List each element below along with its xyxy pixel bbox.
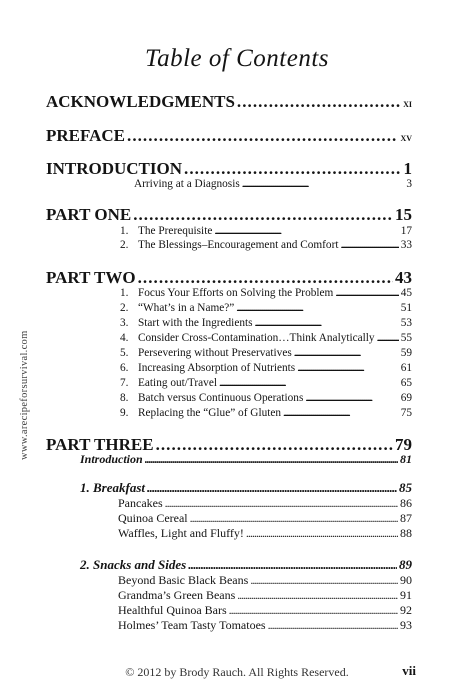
entry-number: 9. — [120, 407, 129, 419]
entry-number: 5. — [120, 347, 129, 359]
toc-part-three-introduction[interactable] — [80, 452, 412, 467]
toc-entry-page: 81 — [400, 452, 412, 466]
toc-entry-title: “What’s in a Name?” — [138, 302, 235, 314]
toc-preface[interactable] — [46, 126, 412, 146]
toc-subentry[interactable] — [120, 392, 412, 404]
toc-entry-page: 59 — [400, 347, 412, 359]
toc-entry-page: 89 — [399, 557, 412, 572]
toc-entry-page: 33 — [400, 239, 412, 251]
toc-entry-title: 2. Snacks and Sides — [80, 557, 187, 572]
toc-entry-page: 75 — [400, 407, 412, 419]
toc-entry-title: PREFACE — [46, 126, 126, 145]
toc-subentry[interactable] — [120, 347, 412, 359]
toc-entry-page: 65 — [400, 377, 412, 389]
toc-entry-page: 61 — [400, 362, 412, 374]
dot-leader — [297, 362, 399, 374]
copyright-footer: © 2012 by Brody Rauch. All Rights Reserved. — [125, 665, 349, 679]
entry-number: 1. — [120, 287, 129, 299]
entry-number: 3. — [120, 317, 129, 329]
dot-leader — [127, 126, 398, 146]
dot-leader — [184, 159, 401, 179]
toc-entry-page: 53 — [400, 317, 412, 329]
toc-section-breakfast[interactable] — [80, 480, 412, 496]
entry-number: 2. — [120, 239, 129, 251]
toc-subentry[interactable] — [120, 239, 412, 251]
toc-subentry[interactable] — [120, 332, 412, 344]
toc-entry-title: Replacing the “Glue” of Gluten — [138, 407, 282, 419]
dot-leader — [335, 287, 398, 299]
toc-entry-title: Healthful Quinoa Bars — [118, 603, 227, 617]
toc-entry-page: 55 — [400, 332, 412, 344]
dot-leader — [133, 205, 393, 225]
dot-leader — [219, 377, 399, 389]
toc-entry-page: 45 — [400, 287, 412, 299]
toc-recipe[interactable] — [118, 496, 412, 511]
toc-recipe[interactable] — [118, 603, 412, 618]
toc-subentry[interactable] — [120, 362, 412, 374]
toc-section-snacks[interactable] — [80, 557, 412, 573]
dot-leader — [188, 557, 397, 573]
toc-part-two[interactable] — [46, 268, 412, 288]
toc-entry-page: 88 — [400, 526, 412, 540]
dot-leader — [237, 588, 398, 603]
toc-entry-title: Introduction — [80, 452, 143, 466]
toc-subentry[interactable] — [120, 317, 412, 329]
dot-leader — [250, 573, 398, 588]
dot-leader — [246, 526, 398, 541]
toc-entry-title: PART TWO — [46, 268, 136, 287]
dot-leader — [190, 511, 398, 526]
toc-entry-title: PART THREE — [46, 435, 154, 454]
entry-number: 7. — [120, 377, 129, 389]
toc-entry-page: 3 — [406, 178, 412, 190]
toc-entry-title: Quinoa Cereal — [118, 511, 188, 525]
dot-leader — [268, 618, 398, 633]
toc-acknowledgments[interactable] — [46, 92, 412, 112]
toc-subentry[interactable] — [120, 225, 412, 237]
toc-entry-title: Persevering without Preservatives — [138, 347, 292, 359]
toc-entry-title: Increasing Absorption of Nutrients — [138, 362, 296, 374]
toc-entry-title: Eating out/Travel — [138, 377, 217, 389]
dot-leader — [237, 92, 401, 112]
toc-entry-title: Arriving at a Diagnosis — [134, 178, 240, 190]
page-title: Table of Contents — [145, 45, 329, 72]
toc-entry-page: 43 — [395, 268, 412, 287]
toc-entry-page: 1 — [403, 159, 412, 178]
toc-subentry[interactable] — [120, 287, 412, 299]
toc-entry-page: 69 — [400, 392, 412, 404]
toc-entry-title: Consider Cross-Contamination…Think Analytically — [138, 332, 375, 344]
toc-entry-page: xv — [400, 132, 412, 144]
entry-number: 2. — [120, 302, 129, 314]
toc-entry-page: 79 — [395, 435, 412, 454]
toc-subentry[interactable] — [134, 178, 412, 190]
toc-entry-title: Batch versus Continuous Operations — [138, 392, 304, 404]
dot-leader — [242, 178, 405, 190]
toc-entry-page: 17 — [400, 225, 412, 237]
dot-leader — [145, 452, 398, 467]
dot-leader — [165, 496, 398, 511]
toc-recipe[interactable] — [118, 511, 412, 526]
toc-entry-page: 93 — [400, 618, 412, 632]
toc-entry-title: Pancakes — [118, 496, 163, 510]
toc-subentry[interactable] — [120, 377, 412, 389]
toc-entry-title: The Prerequisite — [138, 225, 213, 237]
toc-entry-title: Focus Your Efforts on Solving the Problem — [138, 287, 334, 299]
dot-leader — [147, 480, 397, 496]
toc-entry-title: The Blessings–Encouragement and Comfort — [138, 239, 339, 251]
toc-recipe[interactable] — [118, 588, 412, 603]
dot-leader — [283, 407, 399, 419]
toc-entry-title: INTRODUCTION — [46, 159, 183, 178]
dot-leader — [229, 603, 398, 618]
toc-entry-page: 91 — [400, 588, 412, 602]
dot-leader — [294, 347, 399, 359]
dot-leader — [236, 302, 398, 314]
dot-leader — [255, 317, 399, 329]
page-number: vii — [402, 663, 416, 678]
toc-entry-page: 85 — [399, 480, 412, 495]
dot-leader — [214, 225, 398, 237]
dot-leader — [377, 332, 399, 344]
toc-part-one[interactable] — [46, 205, 412, 225]
toc-subentry[interactable] — [120, 407, 412, 419]
dot-leader — [305, 392, 398, 404]
toc-entry-title: Waffles, Light and Fluffy! — [118, 526, 244, 540]
toc-subentry[interactable] — [120, 302, 412, 314]
entry-number: 1. — [120, 225, 129, 237]
toc-recipe[interactable] — [118, 526, 412, 541]
toc-entry-page: 92 — [400, 603, 412, 617]
toc-entry-page: 90 — [400, 573, 412, 587]
entry-number: 8. — [120, 392, 129, 404]
toc-entry-title: Beyond Basic Black Beans — [118, 573, 249, 587]
toc-entry-title: 1. Breakfast — [80, 480, 145, 495]
toc-entry-title: Start with the Ingredients — [138, 317, 253, 329]
toc-entry-title: ACKNOWLEDGMENTS — [46, 92, 235, 111]
toc-introduction[interactable] — [46, 159, 412, 179]
sidebar-url-text: www.arecipeforsurvival.com — [19, 330, 30, 460]
toc-entry-title: PART ONE — [46, 205, 132, 224]
entry-number: 6. — [120, 362, 129, 374]
dot-leader — [340, 239, 398, 251]
toc-entry-page: 86 — [400, 496, 412, 510]
toc-entry-page: 15 — [395, 205, 412, 224]
toc-entry-page: xi — [403, 98, 412, 110]
dot-leader — [138, 268, 393, 288]
entry-number: 4. — [120, 332, 129, 344]
toc-entry-title: Holmes’ Team Tasty Tomatoes — [118, 618, 266, 632]
toc-entry-title: Grandma’s Green Beans — [118, 588, 236, 602]
toc-entry-page: 51 — [400, 302, 412, 314]
toc-recipe[interactable] — [118, 618, 412, 633]
toc-entry-page: 87 — [400, 511, 412, 525]
toc-recipe[interactable] — [118, 573, 412, 588]
